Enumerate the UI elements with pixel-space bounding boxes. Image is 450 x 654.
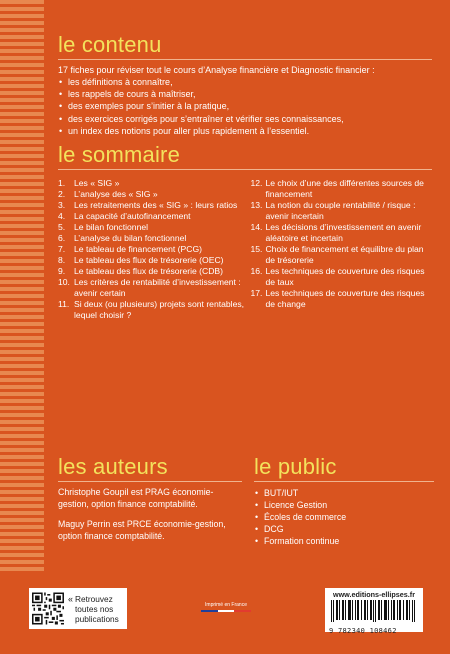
list-item: • BUT/IUT bbox=[254, 487, 434, 499]
toc-item: 3. Les retraitements des « SIG » : leurs ratios bbox=[58, 200, 238, 210]
toc-item: 13. La notion du couple rentabilité / risque : avenir incertain bbox=[250, 200, 416, 221]
isbn-number: 9 782340 108462 bbox=[329, 627, 397, 635]
divider bbox=[58, 481, 242, 482]
list-item: • des exercices corrigés pour s’entraîner et vérifier ses connaissances, bbox=[58, 113, 432, 125]
sommaire-right-column bbox=[245, 178, 432, 321]
toc-item: 1. Les « SIG » bbox=[58, 178, 120, 188]
toc-item: 8. Le tableau des flux de trésorerie (OEC) bbox=[58, 255, 224, 265]
qr-code-icon bbox=[32, 591, 64, 626]
toc-item: 15. Choix de financement et équilibre du plan de trésorerie bbox=[250, 244, 424, 265]
section-public bbox=[254, 455, 434, 547]
qr-label: Retrouvez toutes nos publications bbox=[75, 593, 119, 624]
author-bio: Maguy Perrin est PRCE économie-gestion, option finance comptabilité. bbox=[58, 519, 226, 541]
list-item: • les rappels de cours à maîtriser, bbox=[58, 88, 432, 100]
sommaire-columns bbox=[58, 178, 432, 321]
toc-item: 9. Le tableau des flux de trésorerie (CDB) bbox=[58, 266, 224, 276]
made-in-france bbox=[201, 602, 251, 612]
toc-item: 10. Les critères de rentabilité d’investissement : avenir certain bbox=[58, 277, 241, 298]
contenu-intro: 17 fiches pour réviser tout le cours d’Analyse financière et Diagnostic financier : bbox=[58, 65, 375, 75]
toc-item: 12. Le choix d’une des différentes sources de financement bbox=[250, 178, 424, 199]
toc-item: 2. L’analyse des « SIG » bbox=[58, 189, 158, 199]
contenu-list bbox=[58, 76, 432, 137]
chevron-left-icon: « bbox=[67, 593, 73, 604]
barcode-block bbox=[325, 588, 423, 635]
list-item: • Écoles de commerce bbox=[254, 511, 434, 523]
made-in-france-label: Imprimé en France bbox=[205, 602, 247, 608]
footer bbox=[0, 588, 450, 654]
toc-item: 5. Le bilan fonctionnel bbox=[58, 222, 149, 232]
publisher-url[interactable]: www.editions-ellipses.fr bbox=[332, 590, 415, 599]
toc-item: 4. La capacité d’autofinancement bbox=[58, 211, 191, 221]
french-flag-icon bbox=[201, 610, 251, 612]
heading-public: le public bbox=[254, 454, 337, 479]
decorative-stripes bbox=[0, 0, 44, 572]
qr-promo[interactable] bbox=[29, 588, 127, 629]
barcode-icon bbox=[331, 600, 417, 622]
section-sommaire bbox=[58, 143, 432, 321]
list-item: • Formation continue bbox=[254, 535, 434, 547]
divider bbox=[58, 169, 432, 170]
public-list bbox=[254, 487, 434, 547]
sommaire-left-column bbox=[58, 178, 245, 321]
divider bbox=[254, 481, 434, 482]
toc-item: 7. Le tableau de financement (PCG) bbox=[58, 244, 203, 254]
section-contenu bbox=[58, 33, 432, 137]
heading-auteurs: les auteurs bbox=[58, 454, 168, 479]
toc-item: 16. Les techniques de couverture des risques de taux bbox=[250, 266, 425, 287]
toc-item: 11. Si deux (ou plusieurs) projets sont rentables, lequel choisir ? bbox=[58, 299, 245, 320]
list-item: • les définitions à connaître, bbox=[58, 76, 432, 88]
list-item: • des exemples pour s’initier à la pratique, bbox=[58, 100, 432, 112]
list-item: • DCG bbox=[254, 523, 434, 535]
list-item: • Licence Gestion bbox=[254, 499, 434, 511]
toc-item: 6. L’analyse du bilan fonctionnel bbox=[58, 233, 187, 243]
divider bbox=[58, 59, 432, 60]
heading-contenu: le contenu bbox=[58, 32, 162, 57]
section-auteurs bbox=[58, 455, 242, 542]
heading-sommaire: le sommaire bbox=[58, 142, 181, 167]
author-bio: Christophe Goupil est PRAG économie-gestion, option finance comptabilité. bbox=[58, 487, 214, 509]
toc-item: 14. Les décisions d’investissement en avenir aléatoire et incertain bbox=[250, 222, 422, 243]
list-item: • un index des notions pour aller plus rapidement à l’essentiel. bbox=[58, 125, 432, 137]
toc-item: 17. Les techniques de couverture des risques de change bbox=[250, 288, 425, 309]
